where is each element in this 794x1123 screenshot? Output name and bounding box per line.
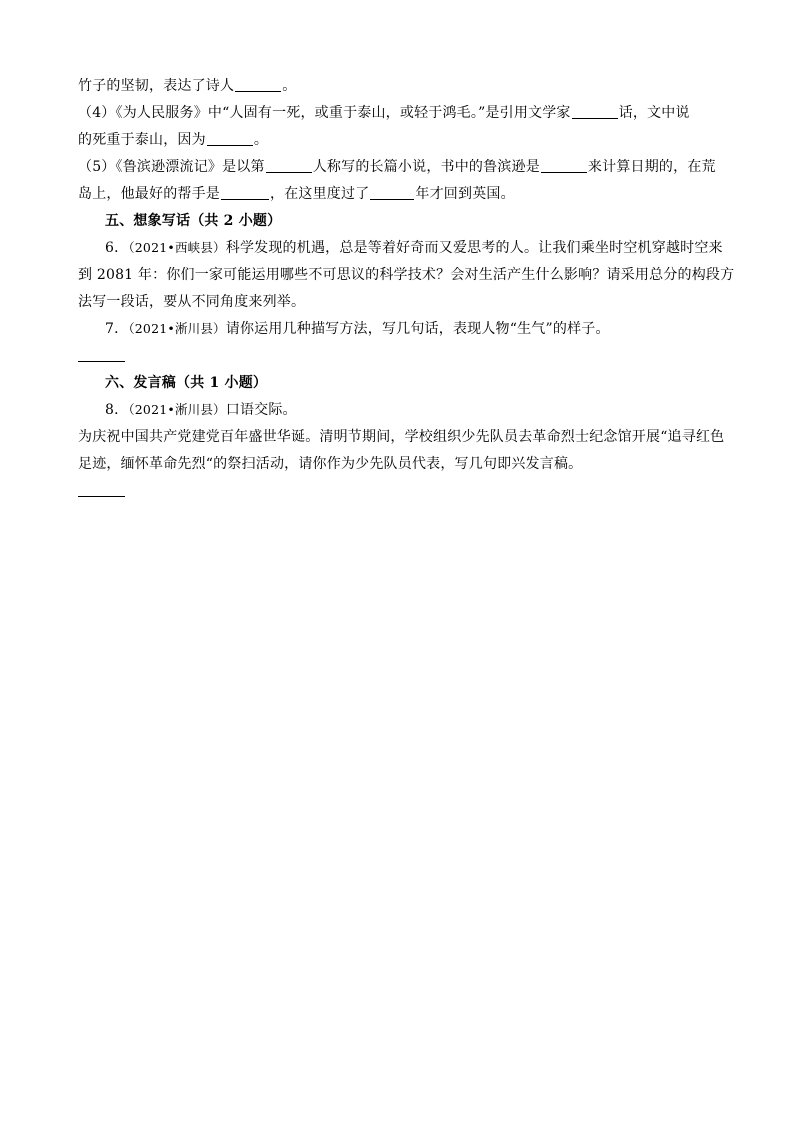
text: 年才回到英国。 xyxy=(415,186,515,202)
text: 请你运用几种描写方法，写几句话，表现人物“生气”的样子。 xyxy=(225,321,610,337)
text: （4）《为人民服务》中“人固有一死，或重于泰山，或轻于鸿毛。”是引用文学家 xyxy=(78,105,571,121)
q7-line1 xyxy=(105,320,718,338)
answer-blank[interactable] xyxy=(235,77,281,92)
question-source: （2021•淅川县） xyxy=(128,402,226,417)
q6-line2: 到 2081 年：你们一家可能运用哪些不可思议的科学技术？会对生活产生什么影响？请采用总分的构段方 xyxy=(78,267,735,283)
q8-line3: 足迹，缅怀革命先烈“的祭扫活动，请你作为少先队员代表，写几句即兴发言稿。 xyxy=(78,456,583,472)
text: 。 xyxy=(282,78,297,94)
text: 来计算日期的，在荒 xyxy=(587,159,716,175)
text: 的死重于泰山，因为 xyxy=(78,132,206,148)
text: 口语交际。 xyxy=(225,402,297,418)
q8-line1 xyxy=(105,401,718,419)
q6-line3: 法写一段话，要从不同角度来列举。 xyxy=(78,294,306,310)
answer-blank[interactable] xyxy=(221,185,269,200)
text: 科学发现的机遇，总是等着好奇而又爱思考的人。让我们乘坐时空机穿越时空来 xyxy=(225,240,723,256)
answer-blank[interactable] xyxy=(266,158,312,173)
text: 竹子的坚韧，表达了诗人 xyxy=(78,78,235,94)
q5-tail-line xyxy=(78,77,718,95)
text: （5）《鲁滨逊漂流记》是以第 xyxy=(78,159,265,175)
text: ，在这里度过了 xyxy=(270,186,370,202)
answer-blank[interactable] xyxy=(572,104,618,119)
item5-line2 xyxy=(78,185,718,203)
question-number: 7． xyxy=(105,321,129,337)
text: 。 xyxy=(253,132,269,148)
answer-blank[interactable] xyxy=(207,131,253,146)
item4-line2 xyxy=(78,131,718,149)
text: 人称写的长篇小说，书中的鲁滨逊是 xyxy=(312,159,540,175)
text: 话，文中说 xyxy=(618,105,690,121)
q6-line1 xyxy=(105,239,723,257)
section5-heading: 五、想象写话（共 2 小题） xyxy=(105,213,282,229)
item4-line1 xyxy=(78,104,718,122)
answer-line-q8[interactable] xyxy=(78,496,125,497)
section6-heading: 六、发言稿（共 1 小题） xyxy=(105,375,268,391)
q8-line2: 为庆祝中国共产党建党百年盛世华诞。清明节期间，学校组织少先队员去革命烈士纪念馆开展“追寻红色 xyxy=(78,429,725,445)
answer-line-q7[interactable] xyxy=(78,361,125,362)
question-source: （2021•淅川县） xyxy=(128,321,226,336)
text: 岛上，他最好的帮手是 xyxy=(78,186,220,202)
item5-line1 xyxy=(78,158,718,176)
answer-blank[interactable] xyxy=(541,158,587,173)
question-source: （2021•西峡县） xyxy=(128,240,226,255)
question-number: 8． xyxy=(105,402,129,418)
question-number: 6． xyxy=(105,240,129,256)
answer-blank[interactable] xyxy=(370,185,414,200)
